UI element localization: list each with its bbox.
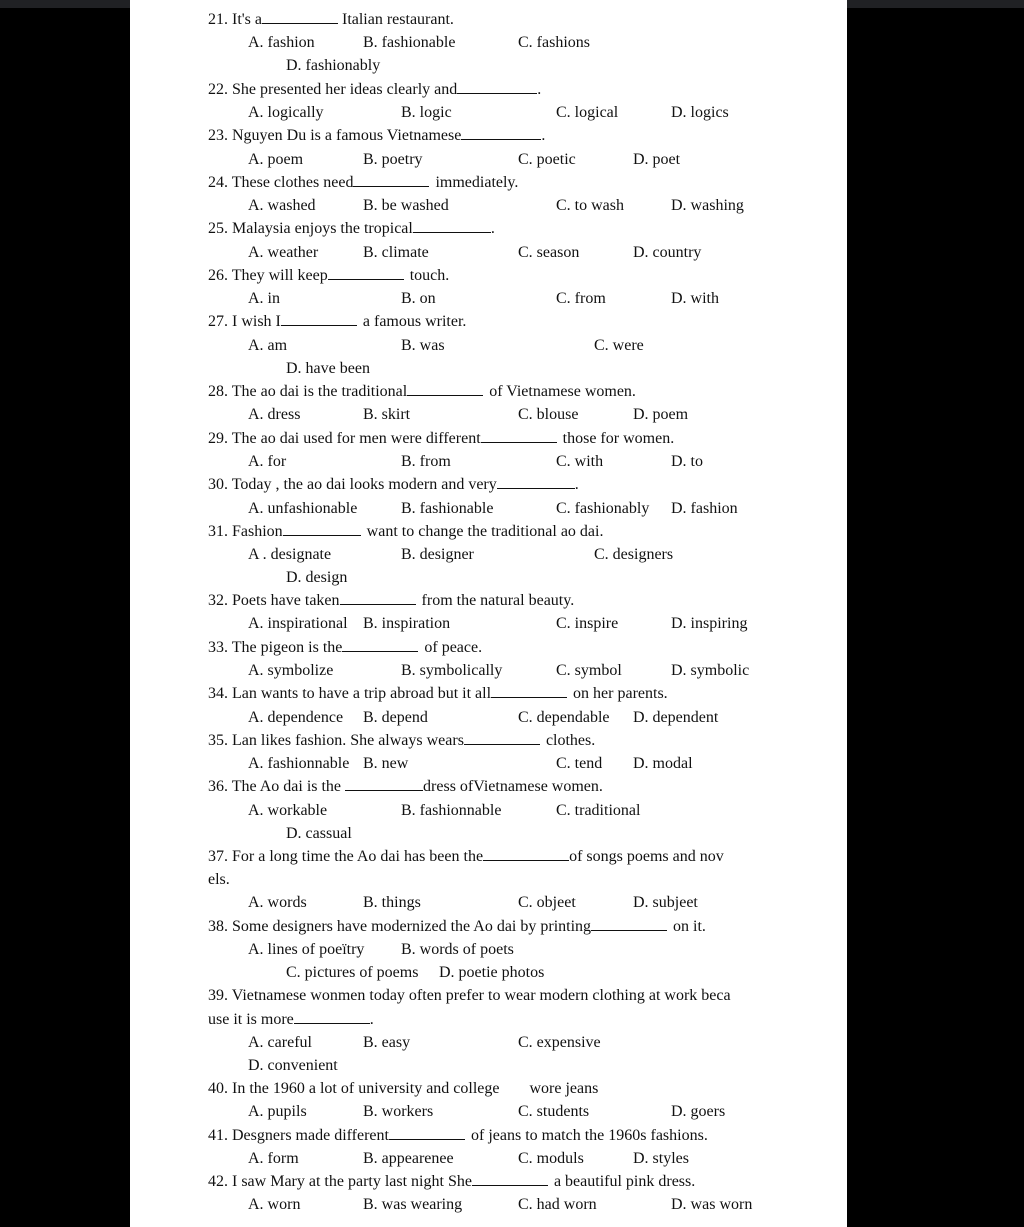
q25-option-c[interactable]: C. season [518,244,580,261]
q23-option-d[interactable]: D. poet [633,151,681,168]
q32-option-d[interactable]: D. inspiring [671,615,748,632]
q38-option-d[interactable]: D. poetie photos [439,964,545,981]
q29-option-a[interactable]: A. for [248,453,287,470]
question-27: 27. I wish I a famous writer. [208,313,467,330]
q28-option-c[interactable]: C. blouse [518,406,579,423]
q27-option-c[interactable]: C. were [594,337,644,354]
question-42: 42. I saw Mary at the party last night She a beautiful pink dress. [208,1173,696,1190]
question-37: 37. For a long time the Ao dai has been the of songs poems and nov [208,848,724,865]
q26-option-c[interactable]: C. from [556,290,606,307]
q23-option-b[interactable]: B. poetry [363,151,423,168]
q25-option-d[interactable]: D. country [633,244,702,261]
q34-option-a[interactable]: A. dependence [248,709,344,726]
q25-option-b[interactable]: B. climate [363,244,429,261]
question-29: 29. The ao dai used for men were different those for women. [208,430,675,447]
q40-option-d[interactable]: D. goers [671,1103,726,1120]
q28-option-b[interactable]: B. skirt [363,406,411,423]
q24-option-a[interactable]: A. washed [248,197,316,214]
q24-option-b[interactable]: B. be washed [363,197,449,214]
q27-option-b[interactable]: B. was [401,337,445,354]
q24-option-d[interactable]: D. washing [671,197,744,214]
q38-option-a[interactable]: A. lines of poeïtry [248,941,365,958]
question-40: 40. In the 1960 a lot of university and college wore jeans [208,1080,599,1097]
question-23: 23. Nguyen Du is a famous Vietnamese . [208,127,546,144]
question-24: 24. These clothes need immediately. [208,174,519,191]
question-21: 21. It's a Italian restaurant. [208,11,454,28]
q29-option-b[interactable]: B. from [401,453,451,470]
q41-option-c[interactable]: C. moduls [518,1150,584,1167]
question-35: 35. Lan likes fashion. She always wears clothes. [208,732,596,749]
q21-option-d[interactable]: D. fashionably [286,57,381,74]
q35-option-c[interactable]: C. tend [556,755,603,772]
q33-option-a[interactable]: A. symbolize [248,662,334,679]
question-39-continued: use it is more . [208,1011,374,1028]
question-41: 41. Desgners made different of jeans to match the 1960s fashions. [208,1127,708,1144]
q23-option-a[interactable]: A. poem [248,151,304,168]
q32-option-b[interactable]: B. inspiration [363,615,451,632]
q35-option-d[interactable]: D. modal [633,755,693,772]
q41-option-d[interactable]: D. styles [633,1150,689,1167]
q29-option-d[interactable]: D. to [671,453,703,470]
q42-option-b[interactable]: B. was wearing [363,1196,463,1213]
q30-option-d[interactable]: D. fashion [671,500,738,517]
question-36: 36. The Ao dai is the dress ofVietnamese women. [208,778,603,795]
q30-option-c[interactable]: C. fashionably [556,500,650,517]
q39-option-c[interactable]: C. expensive [518,1034,601,1051]
q40-option-a[interactable]: A. pupils [248,1103,307,1120]
q27-option-a[interactable]: A. am [248,337,288,354]
question-22: 22. She presented her ideas clearly and . [208,81,542,98]
q40-option-b[interactable]: B. workers [363,1103,434,1120]
q37-option-d[interactable]: D. subjeet [633,894,698,911]
question-25: 25. Malaysia enjoys the tropical . [208,220,495,237]
q26-option-a[interactable]: A. in [248,290,280,307]
question-33: 33. The pigeon is the of peace. [208,639,483,656]
question-39: 39. Vietnamese wonmen today often prefer to wear modern clothing at work beca [208,987,731,1004]
question-32: 32. Poets have taken from the natural beauty. [208,592,575,609]
q36-option-b[interactable]: B. fashionnable [401,802,502,819]
q42-option-d[interactable]: D. was worn [671,1196,753,1213]
q39-option-b[interactable]: B. easy [363,1034,411,1051]
q26-option-b[interactable]: B. on [401,290,436,307]
q31-option-c[interactable]: C. designers [594,546,674,563]
q30-option-a[interactable]: A. unfashionable [248,500,358,517]
q34-option-c[interactable]: C. dependable [518,709,610,726]
q41-option-b[interactable]: B. appearenee [363,1150,454,1167]
q37-option-c[interactable]: C. objeet [518,894,576,911]
q28-option-a[interactable]: A. dress [248,406,301,423]
q30-option-b[interactable]: B. fashionable [401,500,494,517]
q39-option-d[interactable]: D. convenient [248,1057,338,1074]
q37-option-a[interactable]: A. words [248,894,307,911]
q25-option-a[interactable]: A. weather [248,244,319,261]
q41-option-a[interactable]: A. form [248,1150,299,1167]
q40-option-c[interactable]: C. students [518,1103,590,1120]
q36-option-d[interactable]: D. cassual [286,825,352,842]
q23-option-c[interactable]: C. poetic [518,151,576,168]
q22-option-a[interactable]: A. logically [248,104,324,121]
q27-option-d[interactable]: D. have been [286,360,370,377]
q39-option-a[interactable]: A. careful [248,1034,312,1051]
worksheet-page [130,0,847,1227]
question-30: 30. Today , the ao dai looks modern and very . [208,476,579,493]
q35-option-a[interactable]: A. fashionnable [248,755,350,772]
q32-option-c[interactable]: C. inspire [556,615,619,632]
q36-option-a[interactable]: A. workable [248,802,328,819]
q26-option-d[interactable]: D. with [671,290,719,307]
q31-option-d[interactable]: D. design [286,569,348,586]
q35-option-b[interactable]: B. new [363,755,409,772]
q36-option-c[interactable]: C. traditional [556,802,641,819]
q22-option-c[interactable]: C. logical [556,104,619,121]
q42-option-c[interactable]: C. had worn [518,1196,597,1213]
question-28: 28. The ao dai is the traditional of Vietnamese women. [208,383,636,400]
q29-option-c[interactable]: C. with [556,453,604,470]
question-38: 38. Some designers have modernized the Ao dai by printing on it. [208,918,706,935]
question-31: 31. Fashion want to change the traditional ao dai. [208,523,604,540]
q24-option-c[interactable]: C. to wash [556,197,624,214]
question-34: 34. Lan wants to have a trip abroad but it all on her parents. [208,685,668,702]
q33-option-b[interactable]: B. symbolically [401,662,503,679]
q28-option-d[interactable]: D. poem [633,406,689,423]
q42-option-a[interactable]: A. worn [248,1196,301,1213]
q31-option-b[interactable]: B. designer [401,546,474,563]
q21-option-c[interactable]: C. fashions [518,34,590,51]
q22-option-d[interactable]: D. logics [671,104,729,121]
q21-option-a[interactable]: A. fashion [248,34,315,51]
q38-option-b[interactable]: B. words of poets [401,941,514,958]
question-26: 26. They will keep touch. [208,267,450,284]
q21-option-b[interactable]: B. fashionable [363,34,456,51]
q38-option-c[interactable]: C. pictures of poems [286,964,419,981]
q34-option-d[interactable]: D. dependent [633,709,719,726]
q33-option-c[interactable]: C. symbol [556,662,622,679]
q22-option-b[interactable]: B. logic [401,104,452,121]
q31-option-a[interactable]: A . designate [248,546,332,563]
question-37-continued: els. [208,871,230,888]
q37-option-b[interactable]: B. things [363,894,421,911]
q33-option-d[interactable]: D. symbolic [671,662,750,679]
q32-option-a[interactable]: A. inspirational [248,615,348,632]
q34-option-b[interactable]: B. depend [363,709,428,726]
